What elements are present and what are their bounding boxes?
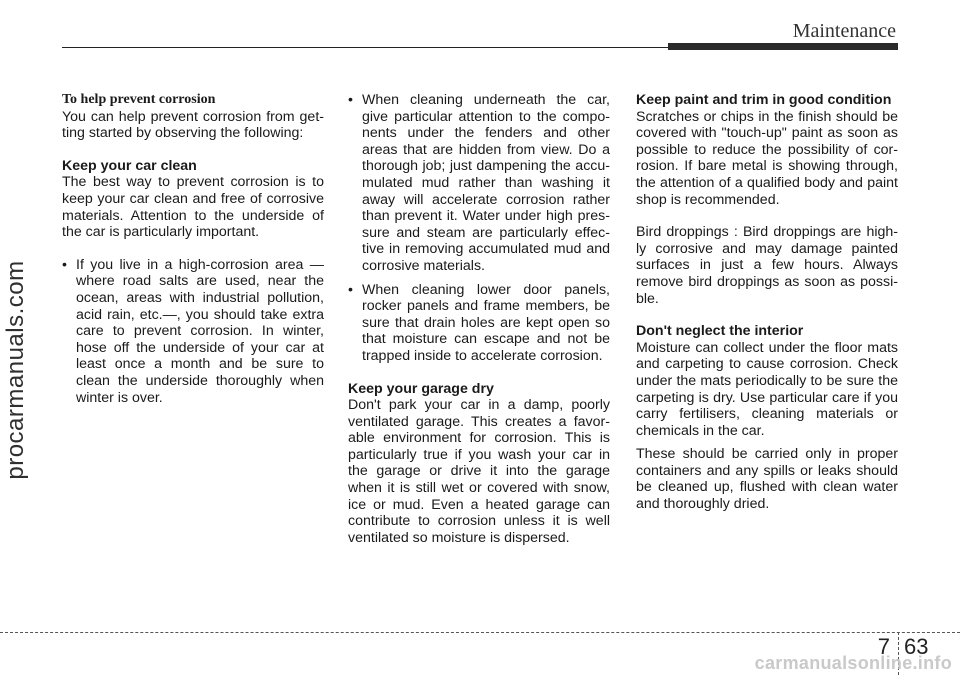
paragraph-bird-droppings: Bird droppings : Bird droppings are high- ly corrosive and may damage painted surfaces in just a few hours. Always remove bird droppings as soon as possi- ble. (636, 224, 898, 307)
bullet-high-corrosion-area: • If you live in a high-corrosion area — where road salts are used, near the ocean, areas with industrial pollution, acid rain, etc.—, you should take extra care to prevent corrosion. In winter, hose off the underside of your car at least once a month and be sure to clean the underside thoroughly when winter is over. (62, 257, 324, 406)
paragraph-containers: These should be carried only in proper containers and any spills or leaks should be cleaned up, flushed with clean water and thoroughly dried. (636, 446, 898, 513)
paragraph-keep-car-clean: The best way to prevent corrosion is to keep your car clean and free of corrosive materials. Attention to the underside of the car is particularly important. (62, 174, 324, 241)
heading-paint-trim: Keep paint and trim in good condition (636, 92, 892, 108)
heading-interior: Don't neglect the interior (636, 323, 804, 340)
section-heading-corrosion: To help prevent corrosion (62, 92, 216, 107)
header-rule (62, 47, 672, 48)
column-1 (62, 92, 324, 406)
header-rule-bar (668, 43, 898, 50)
site-footer-watermark: carmanualsonline.info (754, 653, 952, 673)
section-title: Maintenance (792, 20, 896, 42)
page-number: 63 (904, 634, 929, 659)
bullet-cleaning-underneath: • When cleaning underneath the car, give particular attention to the compo- nents under the fenders and other areas that are hidden from view. Do a thorough job; just dampening the accu- mulated mud rather than washing it away will accelerate corrosion rather than prevent it. Water under high pres- sure and steam are particularly effec- tive in removing accumulated mud and corrosive materials. (348, 92, 610, 275)
paragraph-paint-trim: Scratches or chips in the finish should be covered with "touch-up" paint as soon as possible to reduce the possibility of cor- rosion. If bare metal is showing through, the attention of a qualified body and paint shop is recommended. (636, 108, 898, 208)
intro-paragraph: You can help prevent corrosion from get- ting started by observing the following: (62, 108, 324, 142)
heading-keep-car-clean: Keep your car clean (62, 157, 197, 174)
column-3 (636, 92, 898, 513)
bullet-lower-door-panels: • When cleaning lower door panels, rocker panels and frame members, be sure that drain holes are kept open so that moisture can escape and not be trapped inside to accelerate corrosion. (348, 282, 610, 365)
paragraph-garage-dry: Don't park your car in a damp, poorly ventilated garage. This creates a favor- able environment for corrosion. This is particularly true if you wash your car in the garage or drive it into the garage when it is still wet or covered with snow, ice or mud. Even a heated garage can contribute to corrosion unless it is well ventilated so moisture is dispersed. (348, 397, 610, 546)
chapter-number: 7 (877, 634, 890, 659)
footer-rule (0, 632, 960, 633)
heading-garage-dry: Keep your garage dry (348, 380, 494, 397)
paragraph-interior-moisture: Moisture can collect under the floor mats and carpeting to cause corrosion. Check under the mats periodically to be sure the carpeting is dry. Use particular care if you carry fertilisers, cleaning materials or chemicals in the car. (636, 339, 898, 439)
column-2 (348, 92, 610, 546)
side-watermark: procarmanuals.com (2, 260, 29, 480)
